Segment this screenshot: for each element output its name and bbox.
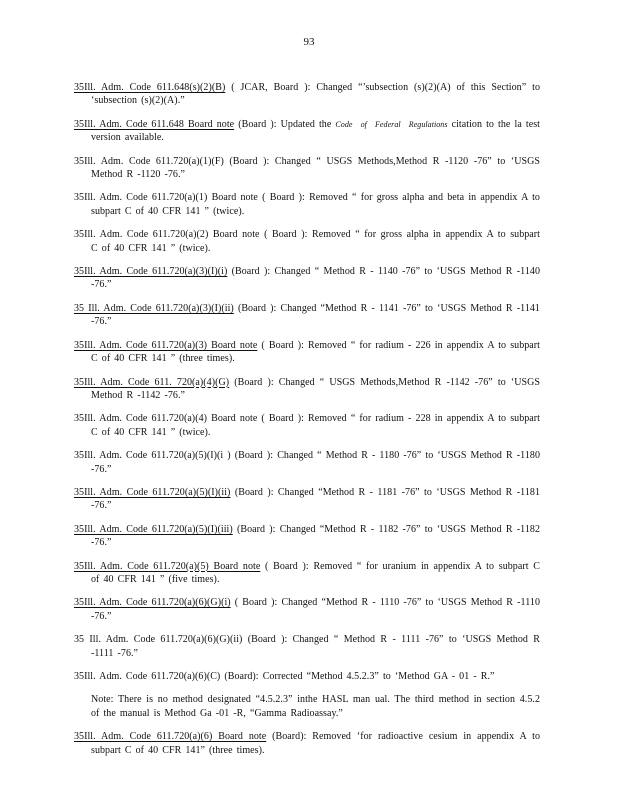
- entry-611-720-a-6-g-i: [74, 596, 540, 623]
- entry-citation: 35Ill. Adm. Code 611.720(a)(6)(G)(i): [74, 597, 231, 609]
- entry-611-720-a-5-board-note: [74, 560, 540, 587]
- entry-611-720-a-3-i-i: [74, 265, 540, 292]
- entry-611-648-s-2-b: [74, 81, 540, 108]
- entry-611-720-a-5-i-i: [74, 449, 540, 476]
- entry-text: ( Board ): Removed “ for radium - 226 in appendix A to subpart C of 40 CFR 141 ” (three times).: [91, 339, 540, 365]
- entry-citation: 35Ill. Adm. Code 611. 720(a)(4)(G): [74, 376, 230, 388]
- entry-note: Note: There is no method designated “4.5.2.3” inthe HASL man ual. The third method in section 4.5.2 of the manual is Method Ga -01 -R, “Gamma Radioassay.”: [91, 694, 540, 719]
- entry-citation: 35Ill. Adm. Code 611.720(a)(1) Board note: [74, 192, 258, 204]
- entry-611-720-a-3-i-ii: [74, 302, 540, 329]
- entry-text: (Board ): Changed “ Method R - 1140 -76” to ‘USGS Method R -1140 -76.”: [91, 266, 541, 291]
- entry-citation: 35Ill. Adm. Code 611.720(a)(6)(C): [74, 671, 221, 682]
- entry-611-720-a-6-c: [74, 670, 540, 683]
- entry-citation: 35Ill. Adm. Code 611.720(a)(5)(I)(iii): [74, 523, 233, 535]
- entry-text: ( Board ): Removed “ for gross alpha and beta in appendix A to subpart C of 40 CFR 141 ” (twice).: [91, 192, 540, 217]
- entry-611-720-a-4-board-note: [74, 412, 540, 439]
- entry-611-720-a-5-i-iii: [74, 523, 540, 550]
- entry-611-720-a-4-g: [74, 376, 540, 403]
- entry-text: (Board ): Changed “Method R - 1181 -76” to ‘USGS Method R -1181 -76.”: [91, 486, 541, 512]
- entry-611-720-a-1-board-note: [74, 191, 540, 218]
- entry-citation: 35Ill. Adm. Code 611.720(a)(5) Board note: [74, 560, 261, 572]
- entry-text: (Board ): Changed “ Method R - 1180 -76” to ‘USGS Method R -1180 -76.”: [91, 450, 541, 475]
- entry-text: ( Board ): Changed “Method R - 1110 -76” to ‘USGS Method R -1110 -76.”: [91, 597, 540, 622]
- entry-text-continued: citation to the la test version available.: [91, 118, 540, 144]
- entry-611-720-a-5-i-ii: [74, 486, 540, 513]
- entry-text: ( Board ): Removed “ for radium - 228 in appendix A to subpart C of 40 CFR 141 ” (twice).: [91, 413, 540, 438]
- entry-611-720-a-6-g-ii: [74, 633, 540, 660]
- entry-text: (Board ): Changed “ Method R - 1111 -76” to ‘USGS Method R -1111 -76.”: [91, 634, 540, 659]
- entry-citation: 35Ill. Adm. Code 611.720(a)(4) Board note: [74, 413, 258, 425]
- entry-italic-text: Code of Federal Regulations: [335, 119, 448, 129]
- entry-text: (Board ): Changed “Method R - 1182 -76” to ‘USGS Method R -1182 -76.”: [91, 523, 541, 549]
- entry-611-720-a-6-board-note: [74, 730, 540, 757]
- entry-citation: 35Ill. Adm. Code 611.648 Board note: [74, 118, 235, 130]
- entry-citation: 35Ill. Adm. Code 611.720(a)(2) Board note: [74, 229, 260, 241]
- entry-text: ( JCAR, Board ): Changed “’subsection (s)(2)(A) of this Section” to ‘subsection (s)(2)(A).”: [91, 82, 541, 107]
- entry-text: (Board ): Changed “ USGS Methods,Method R -1120 -76” to ‘USGS Method R -1120 -76.”: [91, 155, 540, 181]
- entry-text: (Board ): Changed “ USGS Methods,Method R -1142 -76” to ‘USGS Method R -1142 -76.”: [91, 376, 540, 401]
- entry-611-720-a-1-f: [74, 155, 540, 182]
- entry-citation: 35Ill. Adm. Code 611.720(a)(5)(I)(ii): [74, 486, 231, 498]
- entry-citation: 35Ill. Adm. Code 611.720(a)(5)(I)(i ): [74, 450, 231, 462]
- entry-611-648-board-note: [74, 118, 540, 145]
- entry-citation: 35Ill. Adm. Code 611.720(a)(1)(F): [74, 155, 224, 167]
- entry-611-720-a-3-board-note: [74, 339, 540, 366]
- entry-citation: 35Ill. Adm. Code 611.720(a)(3) Board note: [74, 339, 258, 351]
- entry-citation: 35 Ill. Adm. Code 611.720(a)(6)(G)(ii): [74, 634, 243, 646]
- entry-citation: 35Ill. Adm. Code 611.720(a)(3)(I)(i): [74, 266, 228, 278]
- entry-text: ( Board ): Removed “ for uranium in appendix A to subpart C of 40 CFR 141 ” (five times).: [91, 560, 540, 585]
- entry-text: (Board ): Updated the: [234, 118, 336, 130]
- entry-citation: 35Ill. Adm. Code 611.648(s)(2)(B): [74, 82, 226, 93]
- entry-611-720-a-2-board-note: [74, 228, 540, 255]
- entry-text: (Board): Corrected “Method 4.5.2.3” to ‘Method GA - 01 - R.”: [220, 671, 495, 682]
- page-number: 93: [303, 36, 315, 48]
- entry-citation: 35 Ill. Adm. Code 611.720(a)(3)(I)(ii): [74, 302, 234, 314]
- entry-text: ( Board ): Removed “ for gross alpha in appendix A to subpart C of 40 CFR 141 ” (twice).: [91, 229, 540, 254]
- entry-text: (Board ): Changed “Method R - 1141 -76” to ‘USGS Method R -1141 -76.”: [91, 302, 540, 328]
- amendment-list: [74, 71, 540, 765]
- entry-text: (Board): Removed ‘for radioactive cesium in appendix A to subpart C of 40 CFR 141” (three times).: [91, 731, 540, 756]
- entry-citation: 35Ill. Adm. Code 611.720(a)(6) Board note: [74, 731, 267, 743]
